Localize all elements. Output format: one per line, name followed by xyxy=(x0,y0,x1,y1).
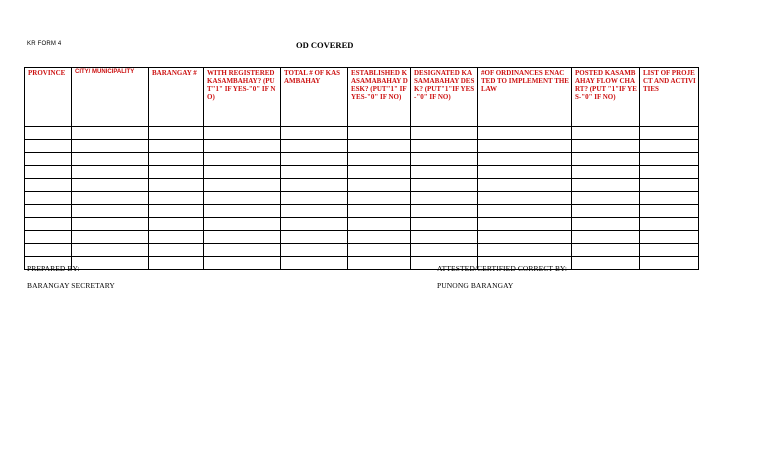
table-cell[interactable] xyxy=(640,244,699,257)
table-cell[interactable] xyxy=(72,127,149,140)
table-cell[interactable] xyxy=(348,218,411,231)
table-cell[interactable] xyxy=(640,257,699,270)
table-cell[interactable] xyxy=(572,140,640,153)
table-cell[interactable] xyxy=(348,231,411,244)
table-cell[interactable] xyxy=(572,179,640,192)
table-cell[interactable] xyxy=(149,205,204,218)
table-cell[interactable] xyxy=(572,127,640,140)
table-cell[interactable] xyxy=(281,140,348,153)
table-cell[interactable] xyxy=(25,179,72,192)
table-cell[interactable] xyxy=(281,244,348,257)
table-cell[interactable] xyxy=(572,218,640,231)
table-row xyxy=(25,218,699,231)
column-header-projects: LIST OF PROJECT AND ACTIVITIES xyxy=(640,68,699,127)
table-cell[interactable] xyxy=(572,153,640,166)
table-cell[interactable] xyxy=(149,218,204,231)
table-cell[interactable] xyxy=(72,179,149,192)
table-cell[interactable] xyxy=(72,192,149,205)
table-cell[interactable] xyxy=(25,244,72,257)
table-cell[interactable] xyxy=(478,166,572,179)
table-cell[interactable] xyxy=(281,257,348,270)
table-cell[interactable] xyxy=(411,205,478,218)
table-cell[interactable] xyxy=(204,205,281,218)
table-cell[interactable] xyxy=(204,140,281,153)
table-cell[interactable] xyxy=(204,179,281,192)
table-cell[interactable] xyxy=(281,166,348,179)
table-cell[interactable] xyxy=(411,244,478,257)
barangay-secretary-label: BARANGAY SECRETARY xyxy=(27,281,115,290)
table-cell[interactable] xyxy=(204,257,281,270)
table-cell[interactable] xyxy=(411,153,478,166)
table-cell[interactable] xyxy=(640,231,699,244)
table-cell[interactable] xyxy=(572,244,640,257)
table-cell[interactable] xyxy=(149,244,204,257)
column-header-flow-chart: POSTED KASAMBAHAY FLOW CHART? (PUT "1"IF YES-"0" IF NO) xyxy=(572,68,640,127)
table-body xyxy=(25,127,699,270)
prepared-by-label: PREPARED BY: xyxy=(27,264,80,273)
table-cell[interactable] xyxy=(281,231,348,244)
table-cell[interactable] xyxy=(25,166,72,179)
table-cell[interactable] xyxy=(204,231,281,244)
column-header-established-desk: ESTABLISHED KASAMABAHAY DESK? (PUT"1" IF YES-"0" IF NO) xyxy=(348,68,411,127)
column-header-city-municipality: CITY/ MUNICIPALITY xyxy=(72,68,149,127)
column-header-registered-kasambahay: WITH REGISTERED KASAMBAHAY? (PUT"1" IF YES-"0" IF NO) xyxy=(204,68,281,127)
table-cell[interactable] xyxy=(72,166,149,179)
table-cell[interactable] xyxy=(72,218,149,231)
table-cell[interactable] xyxy=(204,166,281,179)
form-code: KR FORM 4 xyxy=(27,41,62,47)
column-header-ordinances: #OF ORDINANCES ENACTED TO IMPLEMENT THE LAW xyxy=(478,68,572,127)
table-row xyxy=(25,257,699,270)
table-cell[interactable] xyxy=(572,205,640,218)
table-cell[interactable] xyxy=(149,166,204,179)
table-cell[interactable] xyxy=(640,140,699,153)
table-cell[interactable] xyxy=(204,153,281,166)
table-cell[interactable] xyxy=(348,244,411,257)
table-cell[interactable] xyxy=(640,153,699,166)
table-cell[interactable] xyxy=(348,257,411,270)
table-cell[interactable] xyxy=(72,140,149,153)
attested-by-label: ATTESTED/CERTIFIED CORRECT BY: xyxy=(437,264,568,273)
table-row xyxy=(25,153,699,166)
table-cell[interactable] xyxy=(411,127,478,140)
table-cell[interactable] xyxy=(72,205,149,218)
table-cell[interactable] xyxy=(411,179,478,192)
table-cell[interactable] xyxy=(411,140,478,153)
table-cell[interactable] xyxy=(25,127,72,140)
table-cell[interactable] xyxy=(640,192,699,205)
column-header-designated-desk: DESIGNATED KASAMABAHAY DESK? (PUT"1"IF YES-"0" IF NO) xyxy=(411,68,478,127)
table-cell[interactable] xyxy=(478,231,572,244)
table-cell[interactable] xyxy=(411,218,478,231)
table-cell[interactable] xyxy=(25,153,72,166)
table-cell[interactable] xyxy=(640,218,699,231)
column-header-total-kasambahay: TOTAL # OF KASAMBAHAY xyxy=(281,68,348,127)
table-cell[interactable] xyxy=(72,244,149,257)
table-cell[interactable] xyxy=(25,192,72,205)
table-cell[interactable] xyxy=(572,192,640,205)
table-cell[interactable] xyxy=(640,179,699,192)
table-cell[interactable] xyxy=(281,218,348,231)
table-cell[interactable] xyxy=(348,192,411,205)
table-row xyxy=(25,166,699,179)
table-cell[interactable] xyxy=(25,140,72,153)
column-header-province: PROVINCE xyxy=(25,68,72,127)
table-row xyxy=(25,205,699,218)
table-cell[interactable] xyxy=(572,166,640,179)
table-cell[interactable] xyxy=(348,205,411,218)
table-row xyxy=(25,244,699,257)
table-cell[interactable] xyxy=(411,192,478,205)
table-cell[interactable] xyxy=(348,127,411,140)
table-cell[interactable] xyxy=(572,257,640,270)
punong-barangay-label: PUNONG BARANGAY xyxy=(437,281,514,290)
table-cell[interactable] xyxy=(478,140,572,153)
table-cell[interactable] xyxy=(411,166,478,179)
table-cell[interactable] xyxy=(640,127,699,140)
table-cell[interactable] xyxy=(478,127,572,140)
table-cell[interactable] xyxy=(72,153,149,166)
table-cell[interactable] xyxy=(25,218,72,231)
table-row xyxy=(25,140,699,153)
table-cell[interactable] xyxy=(348,166,411,179)
table-cell[interactable] xyxy=(640,166,699,179)
table-cell[interactable] xyxy=(72,257,149,270)
table-cell[interactable] xyxy=(478,153,572,166)
table-cell[interactable] xyxy=(281,127,348,140)
table-cell[interactable] xyxy=(204,127,281,140)
table-row xyxy=(25,231,699,244)
table-cell[interactable] xyxy=(478,205,572,218)
table-cell[interactable] xyxy=(204,218,281,231)
table-cell[interactable] xyxy=(149,140,204,153)
table-cell[interactable] xyxy=(72,231,149,244)
table-cell[interactable] xyxy=(149,192,204,205)
report-table xyxy=(24,67,699,270)
table-cell[interactable] xyxy=(411,231,478,244)
table-cell[interactable] xyxy=(204,192,281,205)
column-header-barangay: BARANGAY # xyxy=(149,68,204,127)
table-cell[interactable] xyxy=(572,231,640,244)
table-cell[interactable] xyxy=(348,153,411,166)
table-cell[interactable] xyxy=(478,218,572,231)
table-cell[interactable] xyxy=(149,257,204,270)
table-cell[interactable] xyxy=(281,153,348,166)
table-cell[interactable] xyxy=(478,179,572,192)
table-cell[interactable] xyxy=(149,179,204,192)
table-cell[interactable] xyxy=(348,179,411,192)
table-cell[interactable] xyxy=(204,244,281,257)
table-cell[interactable] xyxy=(281,205,348,218)
table-cell[interactable] xyxy=(149,231,204,244)
table-cell[interactable] xyxy=(281,179,348,192)
table-cell[interactable] xyxy=(478,192,572,205)
page-title: OD COVERED xyxy=(296,40,354,50)
table-cell[interactable] xyxy=(149,153,204,166)
table-cell[interactable] xyxy=(281,192,348,205)
table-cell[interactable] xyxy=(149,127,204,140)
table-cell[interactable] xyxy=(25,231,72,244)
table-cell[interactable] xyxy=(348,140,411,153)
table-row xyxy=(25,127,699,140)
table-cell[interactable] xyxy=(640,205,699,218)
table-row xyxy=(25,192,699,205)
table-cell[interactable] xyxy=(25,205,72,218)
header-row xyxy=(25,68,699,127)
table-cell[interactable] xyxy=(478,244,572,257)
table-row xyxy=(25,179,699,192)
